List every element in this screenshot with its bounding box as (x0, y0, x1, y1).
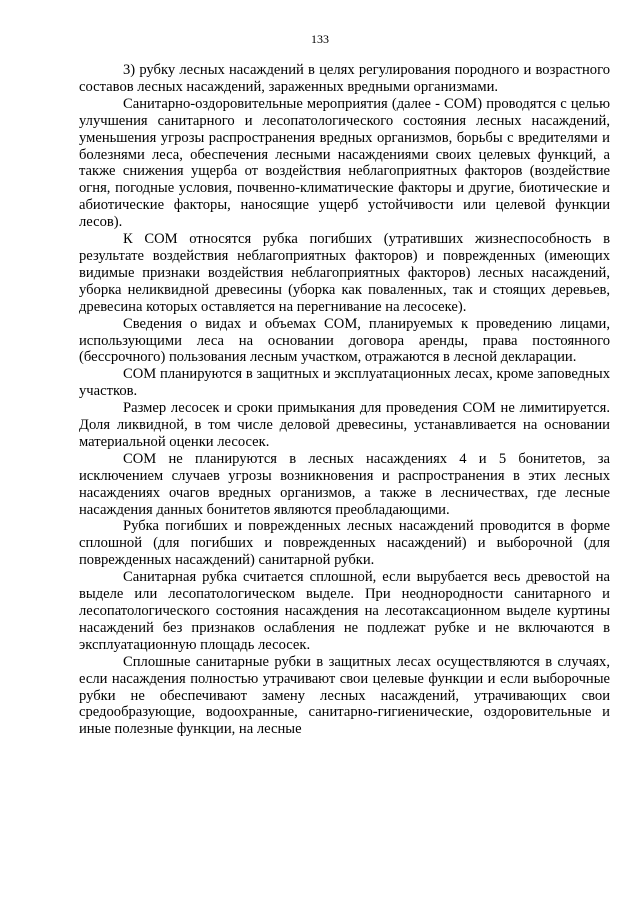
paragraph-protective-forests: Сплошные санитарные рубки в защитных лесах осуществляются в случаях, если насаждения полностью утрачивают свои целевые функции и если выборочные рубки не обеспечивают замену лесных насаждений, утрачивающих свои средообразующие, водоохранные, санитарно-гигиенические, оздоровительные и иные полезные функции, на лесные (79, 653, 610, 738)
paragraph-bonitet-exception: СОМ не планируются в лесных насаждениях 4 и 5 бонитетов, за исключением случаев угрозы возникновения и распространения в этих лесных насаждениях очагов вредных организмов, а также в лесничествах, где лесные насаждения данных бонитетов являются преобладающими. (79, 450, 610, 518)
paragraph-som-definition: Санитарно-оздоровительные мероприятия (далее - СОМ) проводятся с целью улучшения санитарного и лесопатологического состояния лесных насаждений, уменьшения угрозы распространения вредных организмов, борьбы с вредителями и болезнями леса, обеспечения лесными насаждениями своих целевых функций, а также снижения ущерба от воздействия неблагоприятных факторов (воздействие огня, погодные условия, почвенно-климатические факторы и другие, биотические и абиотические факторы, наносящие ущерб устойчивости или целевой функции лесов). (79, 95, 610, 231)
paragraph-clear-cutting-definition: Санитарная рубка считается сплошной, если вырубается весь древостой на выделе или лесопатологическом выделе. При неоднородности санитарного и лесопатологического состояния насаждения на лесотаксационном выделе куртины насаждений без признаков ослабления не подлежат рубке и не включаются в эксплуатационную площадь лесосек. (79, 569, 610, 653)
paragraph-som-includes: К СОМ относятся рубка погибших (утративших жизнеспособность в результате воздействия неблагоприятных факторов) и поврежденных (имеющих видимые признаки воздействия неблагоприятных факторов) лесных насаждений, уборка неликвидной древесины (уборка как поваленных, так и стоящих деревьев, древесина которых оставляется на перегнивание на лесосеке). (79, 231, 610, 315)
body-text (79, 62, 610, 738)
paragraph-som-planning: СОМ планируются в защитных и эксплуатационных лесах, кроме заповедных участков. (79, 366, 610, 400)
paragraph-cutting-forms: Рубка погибших и поврежденных лесных насаждений проводится в форме сплошной (для погибших и поврежденных насаждений) и выборочной (для поврежденных насаждений) санитарной рубки. (79, 518, 610, 569)
page-number: 133 (311, 32, 329, 46)
paragraph-cutting-size: Размер лесосек и сроки примыкания для проведения СОМ не лимитируется. Доля ликвидной, в том числе деловой древесины, устанавливается на основании материальной оценки лесосек. (79, 400, 610, 450)
paragraph-som-declaration: Сведения о видах и объемах СОМ, планируемых к проведению лицами, использующими леса на основании договора аренды, права постоянного (бессрочного) пользования лесным участком, отражаются в лесной декларации. (79, 315, 610, 366)
paragraph-item-3: 3) рубку лесных насаждений в целях регулирования породного и возрастного составов лесных насаждений, зараженных вредными организмами. (79, 62, 610, 95)
